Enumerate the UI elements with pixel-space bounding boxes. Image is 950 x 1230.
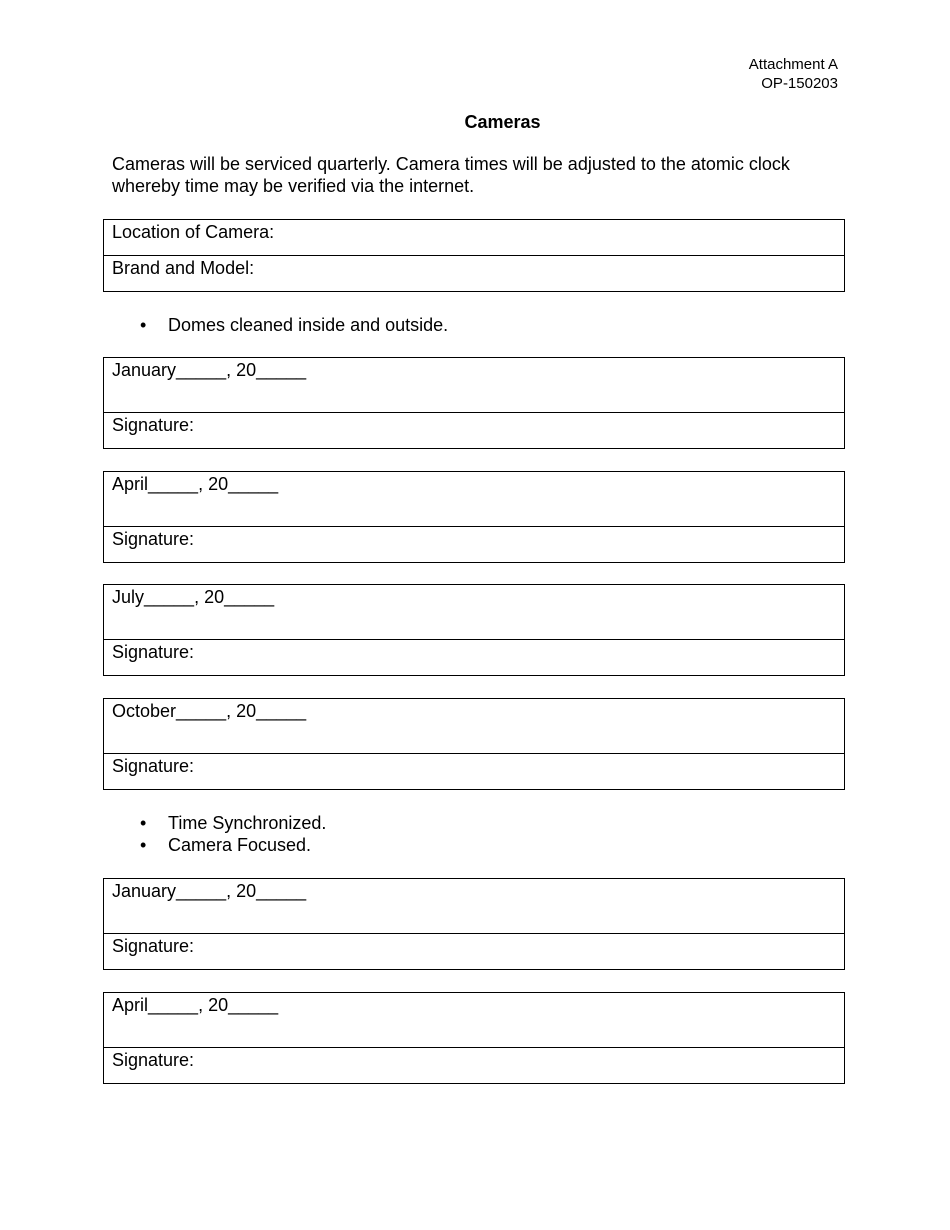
signature-field[interactable] bbox=[104, 413, 844, 448]
signature-label: Signature: bbox=[112, 756, 195, 776]
date-label: October_____, 20_____ bbox=[112, 701, 307, 721]
page-title: Cameras bbox=[464, 112, 541, 132]
document-header bbox=[749, 55, 838, 93]
brand-and-model-field[interactable] bbox=[104, 256, 844, 291]
signature-field[interactable] bbox=[104, 934, 844, 969]
signature-field[interactable] bbox=[104, 640, 844, 675]
date-field[interactable] bbox=[104, 472, 844, 527]
brand-and-model-label: Brand and Model: bbox=[112, 258, 255, 278]
signoff-box bbox=[103, 878, 845, 970]
signature-field[interactable] bbox=[104, 754, 844, 789]
signature-label: Signature: bbox=[112, 642, 195, 662]
signoff-box bbox=[103, 584, 845, 676]
signoff-box bbox=[103, 357, 845, 449]
signature-field[interactable] bbox=[104, 527, 844, 562]
signoff-box bbox=[103, 992, 845, 1084]
section2-bullets bbox=[140, 812, 326, 856]
list-item: • Camera Focused. bbox=[140, 834, 326, 856]
date-label: April_____, 20_____ bbox=[112, 474, 279, 494]
signature-label: Signature: bbox=[112, 529, 195, 549]
date-label: January_____, 20_____ bbox=[112, 881, 307, 901]
date-label: January_____, 20_____ bbox=[112, 360, 307, 380]
camera-info-table bbox=[103, 219, 845, 292]
date-field[interactable] bbox=[104, 358, 844, 413]
date-label: July_____, 20_____ bbox=[112, 587, 275, 607]
location-of-camera-field[interactable] bbox=[104, 220, 844, 256]
location-of-camera-label: Location of Camera: bbox=[112, 222, 275, 242]
signature-label: Signature: bbox=[112, 415, 195, 435]
signature-label: Signature: bbox=[112, 936, 195, 956]
date-field[interactable] bbox=[104, 879, 844, 934]
signature-label: Signature: bbox=[112, 1050, 195, 1070]
document-number: OP-150203 bbox=[761, 75, 838, 92]
signoff-box bbox=[103, 471, 845, 563]
date-field[interactable] bbox=[104, 699, 844, 754]
date-field[interactable] bbox=[104, 585, 844, 640]
section1-bullets bbox=[140, 314, 448, 336]
signature-field[interactable] bbox=[104, 1048, 844, 1083]
intro-paragraph: Cameras will be serviced quarterly. Camera times will be adjusted to the atomic clock whereby time may be verified via the internet. bbox=[112, 154, 790, 196]
list-item: • Time Synchronized. bbox=[140, 812, 326, 834]
date-label: April_____, 20_____ bbox=[112, 995, 279, 1015]
date-field[interactable] bbox=[104, 993, 844, 1048]
signoff-box bbox=[103, 698, 845, 790]
attachment-label: Attachment A bbox=[748, 56, 838, 73]
list-item: • Domes cleaned inside and outside. bbox=[140, 314, 448, 336]
